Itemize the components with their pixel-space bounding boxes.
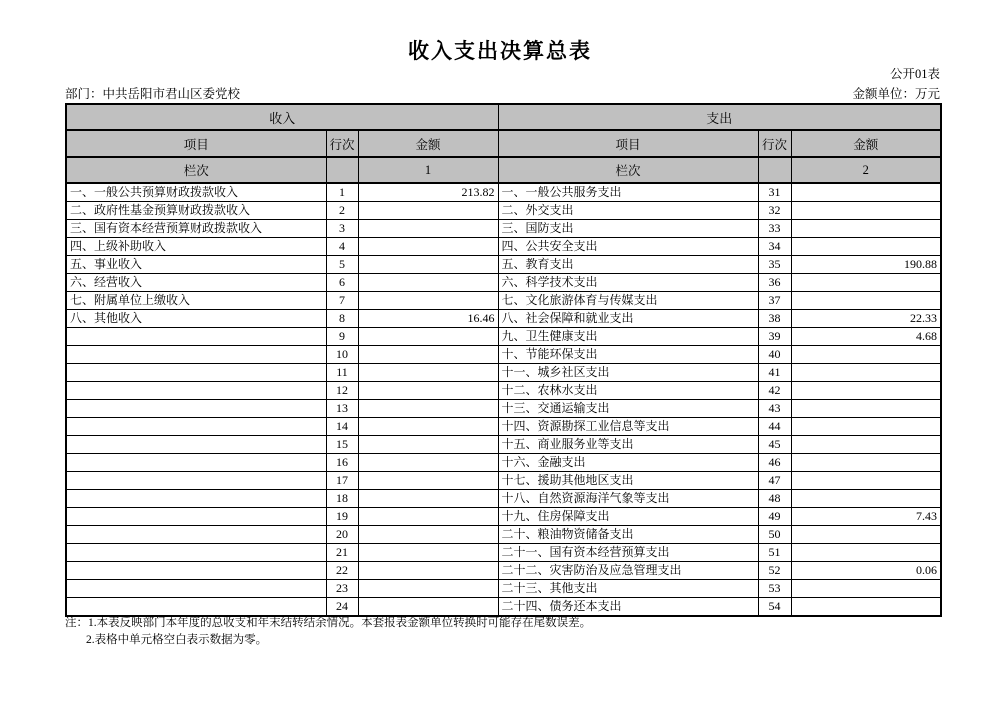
income-line-cell: 22 bbox=[326, 562, 358, 580]
income-amount-cell bbox=[358, 202, 498, 220]
expense-amount-cell bbox=[791, 202, 941, 220]
expense-lanci-label: 栏次 bbox=[498, 157, 758, 183]
expense-item-cell: 二十二、灾害防治及应急管理支出 bbox=[498, 562, 758, 580]
income-amount-cell bbox=[358, 526, 498, 544]
table-row bbox=[66, 382, 941, 400]
income-amount-cell bbox=[358, 256, 498, 274]
table-row bbox=[66, 346, 941, 364]
expense-item-cell: 一、一般公共服务支出 bbox=[498, 183, 758, 202]
expense-amount-cell bbox=[791, 238, 941, 256]
expense-item-cell: 十八、自然资源海洋气象等支出 bbox=[498, 490, 758, 508]
expense-item-cell: 十、节能环保支出 bbox=[498, 346, 758, 364]
expense-amount-cell bbox=[791, 382, 941, 400]
department-label: 部门：中共岳阳市君山区委党校 bbox=[65, 87, 241, 101]
expense-amount-cell bbox=[791, 400, 941, 418]
table-row bbox=[66, 310, 941, 328]
expense-amount-cell bbox=[791, 292, 941, 310]
amount-unit-label: 金额单位：万元 bbox=[852, 87, 940, 101]
income-line-cell: 9 bbox=[326, 328, 358, 346]
income-item-cell bbox=[66, 436, 326, 454]
income-item-cell: 二、政府性基金预算财政拨款收入 bbox=[66, 202, 326, 220]
income-item-cell bbox=[66, 598, 326, 617]
income-line-cell: 21 bbox=[326, 544, 358, 562]
table-row bbox=[66, 472, 941, 490]
income-amount-cell bbox=[358, 274, 498, 292]
page-title: 收入支出决算总表 bbox=[408, 39, 592, 63]
expense-amount-cell bbox=[791, 580, 941, 598]
income-amount-cell bbox=[358, 238, 498, 256]
income-line-cell: 14 bbox=[326, 418, 358, 436]
income-item-cell: 七、附属单位上缴收入 bbox=[66, 292, 326, 310]
income-item-cell bbox=[66, 400, 326, 418]
column-header-row bbox=[66, 130, 941, 157]
income-amount-cell bbox=[358, 454, 498, 472]
table-row bbox=[66, 598, 941, 617]
income-item-header: 项目 bbox=[66, 130, 326, 157]
income-lanci-blank bbox=[326, 157, 358, 183]
expense-item-cell: 十六、金融支出 bbox=[498, 454, 758, 472]
expense-item-cell: 五、教育支出 bbox=[498, 256, 758, 274]
income-column-number: 1 bbox=[358, 157, 498, 183]
expense-line-cell: 34 bbox=[758, 238, 791, 256]
expense-item-cell: 二十三、其他支出 bbox=[498, 580, 758, 598]
income-amount-cell bbox=[358, 328, 498, 346]
table-row bbox=[66, 454, 941, 472]
expense-item-cell: 八、社会保障和就业支出 bbox=[498, 310, 758, 328]
expense-line-cell: 36 bbox=[758, 274, 791, 292]
income-line-cell: 19 bbox=[326, 508, 358, 526]
expense-amount-cell bbox=[791, 220, 941, 238]
table-row bbox=[66, 238, 941, 256]
income-line-cell: 17 bbox=[326, 472, 358, 490]
income-line-cell: 8 bbox=[326, 310, 358, 328]
table-row bbox=[66, 580, 941, 598]
income-amount-cell bbox=[358, 220, 498, 238]
expense-line-cell: 54 bbox=[758, 598, 791, 617]
table-row bbox=[66, 220, 941, 238]
section-header-row bbox=[66, 104, 941, 130]
expense-item-cell: 三、国防支出 bbox=[498, 220, 758, 238]
table-row bbox=[66, 183, 941, 202]
expense-line-cell: 46 bbox=[758, 454, 791, 472]
income-line-cell: 12 bbox=[326, 382, 358, 400]
expense-line-cell: 42 bbox=[758, 382, 791, 400]
income-item-cell bbox=[66, 418, 326, 436]
column-number-row bbox=[66, 157, 941, 183]
expense-amount-cell bbox=[791, 364, 941, 382]
expense-item-cell: 四、公共安全支出 bbox=[498, 238, 758, 256]
income-amount-cell bbox=[358, 544, 498, 562]
table-code-label: 公开01表 bbox=[889, 67, 940, 81]
income-line-cell: 1 bbox=[326, 183, 358, 202]
expense-item-cell: 二十、粮油物资储备支出 bbox=[498, 526, 758, 544]
income-amount-cell bbox=[358, 418, 498, 436]
income-line-cell: 3 bbox=[326, 220, 358, 238]
income-line-cell: 20 bbox=[326, 526, 358, 544]
income-item-cell bbox=[66, 562, 326, 580]
income-item-cell: 六、经营收入 bbox=[66, 274, 326, 292]
expense-amount-cell: 0.06 bbox=[791, 562, 941, 580]
expense-amount-cell: 22.33 bbox=[791, 310, 941, 328]
income-amount-cell bbox=[358, 472, 498, 490]
expense-line-cell: 33 bbox=[758, 220, 791, 238]
footnote-1: 注：1.本表反映部门本年度的总收支和年末结转结余情况。本套报表金额单位转换时可能存在尾数误差。 bbox=[65, 617, 592, 629]
expense-amount-cell bbox=[791, 526, 941, 544]
expense-item-cell: 七、文化旅游体育与传媒支出 bbox=[498, 292, 758, 310]
expense-item-cell: 二十一、国有资本经营预算支出 bbox=[498, 544, 758, 562]
budget-summary-table bbox=[65, 103, 942, 617]
expense-line-cell: 39 bbox=[758, 328, 791, 346]
income-amount-cell bbox=[358, 292, 498, 310]
income-amount-cell bbox=[358, 490, 498, 508]
expense-amount-cell bbox=[791, 598, 941, 617]
expense-amount-cell bbox=[791, 472, 941, 490]
table-header bbox=[66, 104, 941, 183]
expense-item-cell: 九、卫生健康支出 bbox=[498, 328, 758, 346]
income-line-cell: 2 bbox=[326, 202, 358, 220]
income-amount-cell bbox=[358, 562, 498, 580]
expense-line-cell: 50 bbox=[758, 526, 791, 544]
income-amount-cell bbox=[358, 346, 498, 364]
expense-line-cell: 53 bbox=[758, 580, 791, 598]
expense-amount-cell bbox=[791, 436, 941, 454]
income-lanci-label: 栏次 bbox=[66, 157, 326, 183]
footnotes bbox=[65, 615, 591, 649]
income-amount-cell bbox=[358, 400, 498, 418]
expense-line-cell: 52 bbox=[758, 562, 791, 580]
expense-amount-cell bbox=[791, 418, 941, 436]
income-item-cell bbox=[66, 472, 326, 490]
table-row bbox=[66, 562, 941, 580]
table-row bbox=[66, 526, 941, 544]
expense-item-header: 项目 bbox=[498, 130, 758, 157]
expense-line-cell: 51 bbox=[758, 544, 791, 562]
expense-amount-cell bbox=[791, 346, 941, 364]
table-row bbox=[66, 508, 941, 526]
income-line-cell: 5 bbox=[326, 256, 358, 274]
income-line-cell: 16 bbox=[326, 454, 358, 472]
table-row bbox=[66, 274, 941, 292]
income-amount-cell bbox=[358, 508, 498, 526]
expense-line-cell: 48 bbox=[758, 490, 791, 508]
table-row bbox=[66, 400, 941, 418]
income-item-cell bbox=[66, 328, 326, 346]
expense-line-cell: 35 bbox=[758, 256, 791, 274]
income-line-cell: 23 bbox=[326, 580, 358, 598]
income-line-cell: 18 bbox=[326, 490, 358, 508]
income-item-cell bbox=[66, 346, 326, 364]
expense-amount-cell bbox=[791, 490, 941, 508]
income-item-cell: 三、国有资本经营预算财政拨款收入 bbox=[66, 220, 326, 238]
expense-amount-cell: 190.88 bbox=[791, 256, 941, 274]
footnote-2: 2.表格中单元格空白表示数据为零。 bbox=[86, 634, 268, 646]
table-row bbox=[66, 292, 941, 310]
expense-line-cell: 40 bbox=[758, 346, 791, 364]
income-item-cell: 五、事业收入 bbox=[66, 256, 326, 274]
income-item-cell bbox=[66, 544, 326, 562]
income-item-cell bbox=[66, 490, 326, 508]
expense-amount-cell bbox=[791, 454, 941, 472]
expense-line-cell: 45 bbox=[758, 436, 791, 454]
income-item-cell bbox=[66, 508, 326, 526]
expense-amount-header: 金额 bbox=[791, 130, 941, 157]
table-row bbox=[66, 256, 941, 274]
table-row bbox=[66, 436, 941, 454]
income-item-cell bbox=[66, 382, 326, 400]
income-line-cell: 15 bbox=[326, 436, 358, 454]
income-item-cell bbox=[66, 454, 326, 472]
income-amount-cell bbox=[358, 580, 498, 598]
income-amount-cell: 213.82 bbox=[358, 183, 498, 202]
expense-section-header: 支出 bbox=[498, 104, 941, 130]
table-row bbox=[66, 544, 941, 562]
expense-amount-cell: 4.68 bbox=[791, 328, 941, 346]
income-amount-cell bbox=[358, 598, 498, 617]
income-line-cell: 10 bbox=[326, 346, 358, 364]
expense-item-cell: 六、科学技术支出 bbox=[498, 274, 758, 292]
expense-amount-cell bbox=[791, 183, 941, 202]
expense-line-cell: 44 bbox=[758, 418, 791, 436]
income-amount-cell bbox=[358, 364, 498, 382]
income-line-cell: 13 bbox=[326, 400, 358, 418]
expense-item-cell: 十一、城乡社区支出 bbox=[498, 364, 758, 382]
expense-line-cell: 43 bbox=[758, 400, 791, 418]
income-item-cell: 八、其他收入 bbox=[66, 310, 326, 328]
income-line-cell: 11 bbox=[326, 364, 358, 382]
expense-line-cell: 37 bbox=[758, 292, 791, 310]
expense-line-cell: 31 bbox=[758, 183, 791, 202]
expense-item-cell: 十三、交通运输支出 bbox=[498, 400, 758, 418]
income-section-header: 收入 bbox=[66, 104, 498, 130]
income-line-cell: 6 bbox=[326, 274, 358, 292]
income-item-cell: 一、一般公共预算财政拨款收入 bbox=[66, 183, 326, 202]
table-body bbox=[66, 183, 941, 616]
expense-column-number: 2 bbox=[791, 157, 941, 183]
table-row bbox=[66, 328, 941, 346]
income-amount-cell: 16.46 bbox=[358, 310, 498, 328]
income-amount-cell bbox=[358, 382, 498, 400]
income-line-cell: 24 bbox=[326, 598, 358, 617]
expense-lanci-blank bbox=[758, 157, 791, 183]
expense-item-cell: 十五、商业服务业等支出 bbox=[498, 436, 758, 454]
income-item-cell bbox=[66, 580, 326, 598]
expense-item-cell: 十二、农林水支出 bbox=[498, 382, 758, 400]
expense-amount-cell bbox=[791, 274, 941, 292]
income-item-cell: 四、上级补助收入 bbox=[66, 238, 326, 256]
income-amount-header: 金额 bbox=[358, 130, 498, 157]
expense-amount-cell: 7.43 bbox=[791, 508, 941, 526]
income-line-cell: 7 bbox=[326, 292, 358, 310]
table-row bbox=[66, 418, 941, 436]
expense-line-cell: 32 bbox=[758, 202, 791, 220]
expense-line-no-header: 行次 bbox=[758, 130, 791, 157]
table-row bbox=[66, 364, 941, 382]
expense-item-cell: 二、外交支出 bbox=[498, 202, 758, 220]
expense-line-cell: 41 bbox=[758, 364, 791, 382]
table-row bbox=[66, 202, 941, 220]
table-row bbox=[66, 490, 941, 508]
expense-item-cell: 十四、资源勘探工业信息等支出 bbox=[498, 418, 758, 436]
income-item-cell bbox=[66, 526, 326, 544]
income-amount-cell bbox=[358, 436, 498, 454]
expense-line-cell: 49 bbox=[758, 508, 791, 526]
income-item-cell bbox=[66, 364, 326, 382]
expense-line-cell: 38 bbox=[758, 310, 791, 328]
income-line-no-header: 行次 bbox=[326, 130, 358, 157]
expense-amount-cell bbox=[791, 544, 941, 562]
expense-item-cell: 十七、援助其他地区支出 bbox=[498, 472, 758, 490]
expense-line-cell: 47 bbox=[758, 472, 791, 490]
expense-item-cell: 十九、住房保障支出 bbox=[498, 508, 758, 526]
income-line-cell: 4 bbox=[326, 238, 358, 256]
expense-item-cell: 二十四、债务还本支出 bbox=[498, 598, 758, 617]
